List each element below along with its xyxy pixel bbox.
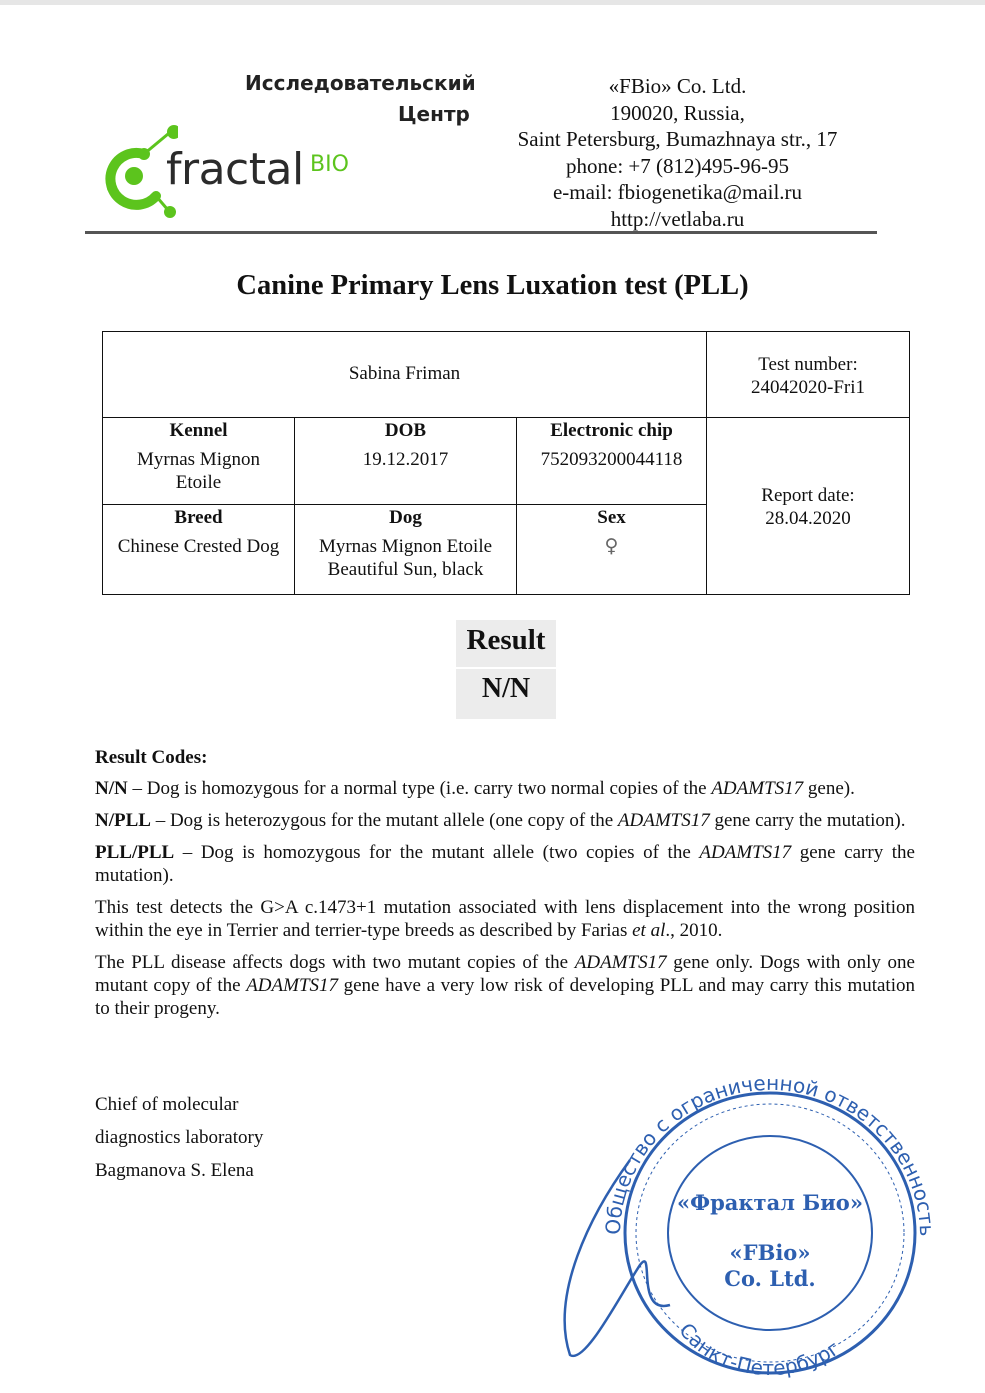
- company-contact-block: [490, 73, 865, 232]
- seal-latin-suffix: Co. Ltd.: [724, 1266, 816, 1291]
- disease-description: The PLL disease affects dogs with two mutant copies of the ADAMTS17 gene only. Dogs with only one mutant copy of the ADAMTS17 gene have a very low risk of developing PLL and may carry this mutation to their progeny.: [95, 952, 915, 1019]
- signatory-title-line1: Chief of molecular: [95, 1094, 239, 1115]
- seal-city-text: Санкт-Петербург: [674, 1318, 845, 1381]
- research-center-label-line1: Исследовательский: [245, 71, 476, 95]
- seal-latin-name: «FBio»: [729, 1240, 811, 1265]
- dob-value: 19.12.2017: [362, 449, 449, 470]
- chip-value: 752093200044118: [540, 449, 683, 470]
- test-description: This test detects the G>A c.1473+1 mutation associated with lens displacement into the wrong position within the eye in Terrier and terrier-type breeds as described by Farias et al., 2010.: [95, 897, 915, 941]
- dog-name-line2: Beautiful Sun, black: [327, 559, 484, 580]
- sex-cell: [516, 504, 707, 595]
- breed-cell: [102, 504, 295, 595]
- female-icon: ♀: [604, 535, 619, 557]
- kennel-value-line1: Myrnas Mignon: [137, 449, 260, 470]
- code-npll: N/PLL – Dog is heterozygous for the mutant allele (one copy of the ADAMTS17 gene carry the mutation).: [95, 810, 906, 831]
- kennel-label: Kennel: [169, 420, 228, 441]
- fractal-bio-logo: [98, 124, 358, 224]
- header-divider: [85, 231, 877, 234]
- test-number-cell: [706, 331, 910, 418]
- result-codes-heading: Result Codes:: [95, 747, 208, 768]
- breed-value: Chinese Crested Dog: [117, 536, 280, 557]
- postal-address: 190020, Russia,: [610, 100, 745, 125]
- result-label: Result: [466, 624, 546, 656]
- dog-label: Dog: [389, 507, 422, 528]
- dob-cell: [294, 417, 517, 505]
- breed-label: Breed: [174, 507, 223, 528]
- report-date-label: Report date:: [761, 485, 855, 506]
- chip-cell: [516, 417, 707, 505]
- report-date-value: 28.04.2020: [765, 508, 851, 529]
- sex-label: Sex: [597, 507, 626, 528]
- signatory-name: Bagmanova S. Elena: [95, 1160, 254, 1181]
- chip-label: Electronic chip: [550, 420, 673, 441]
- kennel-cell: [102, 417, 295, 505]
- result-codes-section: [95, 746, 915, 1029]
- company-name: «FBio» Co. Ltd.: [608, 74, 747, 98]
- street-address: Saint Petersburg, Bumazhnaya str., 17: [517, 127, 838, 151]
- seal-name-text: «Фрактал Био»: [677, 1190, 863, 1215]
- code-nn: N/N – Dog is homozygous for a normal type (i.e. carry two normal copies of the ADAMTS17 gene).: [95, 778, 855, 799]
- owner-name: Sabina Friman: [348, 363, 461, 384]
- report-date-cell: [706, 417, 910, 595]
- code-pllpll: PLL/PLL – Dog is homozygous for the mutant allele (two copies of the ADAMTS17 gene carry the mutation).: [95, 842, 915, 886]
- dog-name-line1: Myrnas Mignon Etoile: [318, 536, 493, 557]
- logo-suffix: BIO: [310, 152, 349, 177]
- research-center-label-line2: Центр: [398, 102, 470, 126]
- company-seal-stamp: [530, 1065, 940, 1385]
- phone-number: phone: +7 (812)495-96-95: [566, 153, 789, 178]
- email-address: e-mail: fbiogenetika@mail.ru: [552, 180, 803, 204]
- logo-wordmark: fractal: [166, 144, 304, 195]
- signatory-block: [95, 1088, 263, 1187]
- result-divider: [456, 667, 556, 669]
- signatory-title-line2: diagnostics laboratory: [95, 1127, 264, 1148]
- seal-icon: [530, 1065, 940, 1385]
- dog-cell: [294, 504, 517, 595]
- kennel-value-line2: Etoile: [175, 472, 222, 493]
- seal-ring-text: Общество с ограниченной ответственность: [600, 1070, 940, 1237]
- owner-cell: [102, 331, 707, 418]
- website-link[interactable]: http://vetlaba.ru: [610, 206, 745, 231]
- report-title: Canine Primary Lens Luxation test (PLL): [236, 270, 749, 301]
- svg-text:Санкт-Петербург: [674, 1318, 844, 1380]
- result-value: N/N: [481, 673, 531, 704]
- dob-label: DOB: [384, 420, 427, 441]
- top-band: [0, 0, 985, 5]
- test-number-label: Test number:: [758, 354, 858, 375]
- test-number-value: 24042020-Fri1: [751, 377, 865, 398]
